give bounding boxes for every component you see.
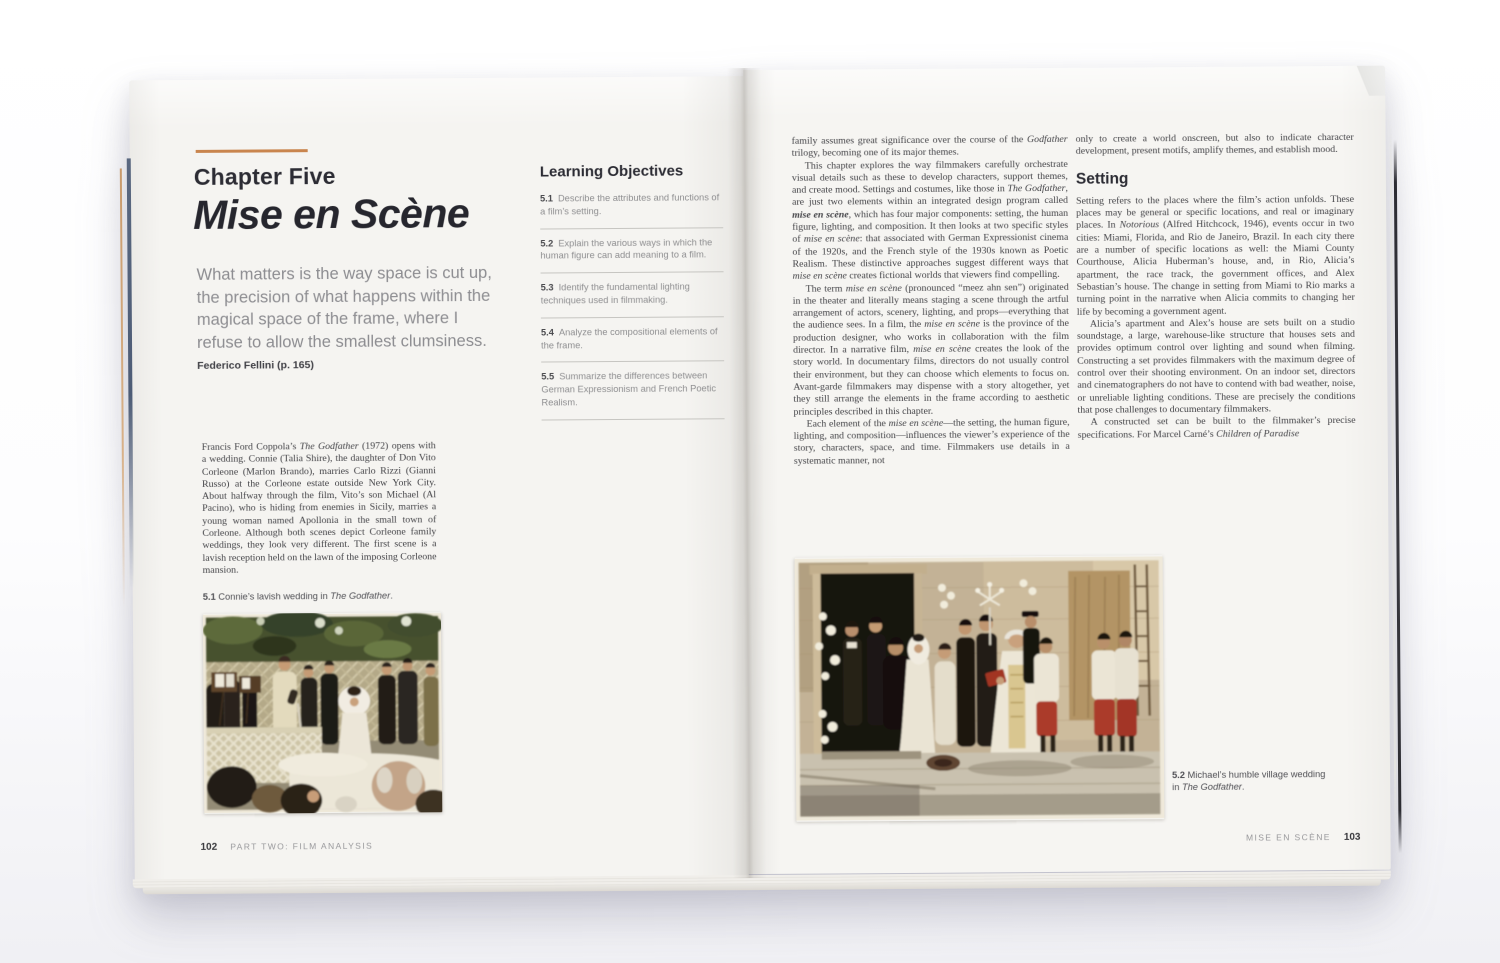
body-paragraph: family assumes great significance over the course of the Godfather trilogy, becoming one of its major themes. xyxy=(791,133,1068,160)
objective-text: Explain the various ways in which the human figure can add meaning to a film. xyxy=(540,236,713,261)
right-page-footer xyxy=(1246,832,1361,844)
page-edge-stripe-tan xyxy=(120,168,125,608)
body-paragraph: only to create a world onscreen, but also to indicate character development, present motifs, amplify themes, and establish mood. xyxy=(1075,131,1354,158)
learning-objective-2 xyxy=(540,228,723,274)
page-number: 103 xyxy=(1343,831,1361,843)
open-book xyxy=(115,54,1405,907)
chapter-epigraph: What matters is the way space is cut up, the precision of what happens within the magical space of the frame, where I refuse to allow the smallest clumsiness. xyxy=(196,263,492,352)
body-paragraph: Francis Ford Coppola’s The Godfather (1972) opens with a wedding. Connie (Talia Shire), the daughter of Don Vito Corleone (Marlon Brando), marries Carlo Rizzi (Gianni Russo) at the Corleone estate outside New York City. About halfway through the film, Vito’s son Michael (Al Pacino), who is hiding from enemies in Sicily, marries a young woman named Apollonia in the small town of Corleone. Although both scenes depict Corleone family weddings, they look very different. The first scene is a lavish reception held on the lawn of the imposing Corleone mansion. xyxy=(201,440,437,576)
left-page-footer xyxy=(201,841,374,853)
objective-text: Summarize the differences between German Expressionism and French Poetic Realism. xyxy=(541,370,717,408)
chapter-accent-rule xyxy=(196,149,308,153)
village-wedding-illustration xyxy=(795,555,1165,822)
figure-5-1-caption: 5.1 Connie’s lavish wedding in The Godfather. xyxy=(202,590,393,602)
right-page-column-1 xyxy=(792,134,1070,468)
learning-objective-5 xyxy=(541,362,724,421)
objective-number: 5.3 xyxy=(540,282,554,293)
body-paragraph: The term mise en scène (pronounced “meez ahn sen”) originated in the theater and literally means staging a scene through the artful arrangement of actors, scenery, lighting, and props—everything that the audience sees. In a film, the mise en scène is the province of the production designer, who works in collaboration with the film director. In a narrative film, mise en scène creates the look of the story world. In documentary films, directors do not usually control their environment, but they can choose which elements to focus on. Avant-garde filmmakers may dispense with a story altogether, yet they still arrange the elements in the frame according to aesthetic principles described in this chapter. xyxy=(792,281,1070,418)
left-page-column-1 xyxy=(202,440,437,577)
chapter-label: Chapter Five xyxy=(193,162,336,190)
right-page xyxy=(743,66,1391,874)
running-head: PART TWO: FILM ANALYSIS xyxy=(230,840,374,852)
body-paragraph: This chapter explores the way filmmakers carefully orchestrate visual details such as these to develop characters, support themes, and create mood. Settings and costumes, like those in The Godfather, are just two elements within an integrated design program called mise en scène, which has four major components: setting, the human figure, lighting, and composition. It then looks at two specific styles of mise en scène: that associated with German Expressionist cinema of the 1920s, and the French style of the 1930s known as Poetic Realism. These distinctive approaches suggest different ways that mise en scène creates fictional worlds that viewers find compelling. xyxy=(791,158,1069,283)
figure-5-1-photo xyxy=(203,612,442,814)
objective-number: 5.4 xyxy=(540,327,554,338)
epigraph-attribution: Federico Fellini (p. 165) xyxy=(197,359,314,372)
body-paragraph: Each element of the mise en scène—the setting, the human figure, lighting, and composition—influences the viewer’s experience of the story, characters, space, and time. Filmmakers use details in a systematic manner, not xyxy=(793,416,1070,467)
learning-objective-3 xyxy=(541,272,724,318)
learning-objectives-heading: Learning Objectives xyxy=(539,162,684,181)
left-page xyxy=(129,76,749,880)
body-paragraph: Setting refers to the places where the film’s action unfolds. These places may be general or specific locations, and real or imaginary places. In Notorious (Alfred Hitchcock, 1946), events occur in two cities: Miami, Florida, and Rio de Janeiro, Brazil. In each city there are a number of specific locations as well: the Miami County Courthouse, Alicia Huberman’s house, and, in Rio, Alicia’s apartment, the race track, the government offices, and Alex Sebastian’s house. The change in setting from Miami to Rio marks a turning point in the narrative when Alicia commits to changing her life by becoming a government agent. xyxy=(1076,193,1355,318)
learning-objective-1 xyxy=(540,183,723,229)
right-page-column-2 xyxy=(1076,132,1356,442)
page-corner-bevel xyxy=(1327,66,1385,96)
objective-text: Identify the fundamental lighting techniques used in filmmaking. xyxy=(540,281,690,306)
book-gutter xyxy=(727,68,767,878)
running-head: MISE EN SCÈNE xyxy=(1245,832,1331,843)
objective-number: 5.2 xyxy=(540,238,554,249)
objective-text: Describe the attributes and functions of a film’s setting. xyxy=(540,192,720,217)
connie-wedding-illustration xyxy=(203,612,442,814)
figure-5-2-photo xyxy=(795,555,1165,822)
page-number: 102 xyxy=(200,841,218,853)
body-paragraph: Alicia’s apartment and Alex’s house are sets built on a studio soundstage, a large, warehouse-like structure that houses sets and provides optimum control over lighting and sound when filming. Constructing a set provides filmmakers with the maximum degree of control over their shooting environment. On an indoor set, directors and cinematographers do not have to contend with bad weather, noise, or unreliable lighting conditions. These are precisely the conditions that pose challenges to documentary filmmakers. xyxy=(1076,316,1356,416)
figure-5-2-caption: 5.2 Michael’s humble village wedding in The Godfather. xyxy=(1172,769,1326,793)
objective-text: Analyze the compositional elements of the frame. xyxy=(541,326,718,351)
setting-section-heading: Setting xyxy=(1075,170,1129,188)
learning-objective-4 xyxy=(541,317,724,363)
objective-number: 5.1 xyxy=(539,193,554,204)
body-paragraph: A constructed set can be built to the filmmaker’s precise specifications. For Marcel Carné’s Children of Paradise xyxy=(1077,415,1356,441)
objective-number: 5.5 xyxy=(541,371,555,382)
learning-objectives-box xyxy=(540,162,725,420)
chapter-title: Mise en Scène xyxy=(192,190,470,238)
